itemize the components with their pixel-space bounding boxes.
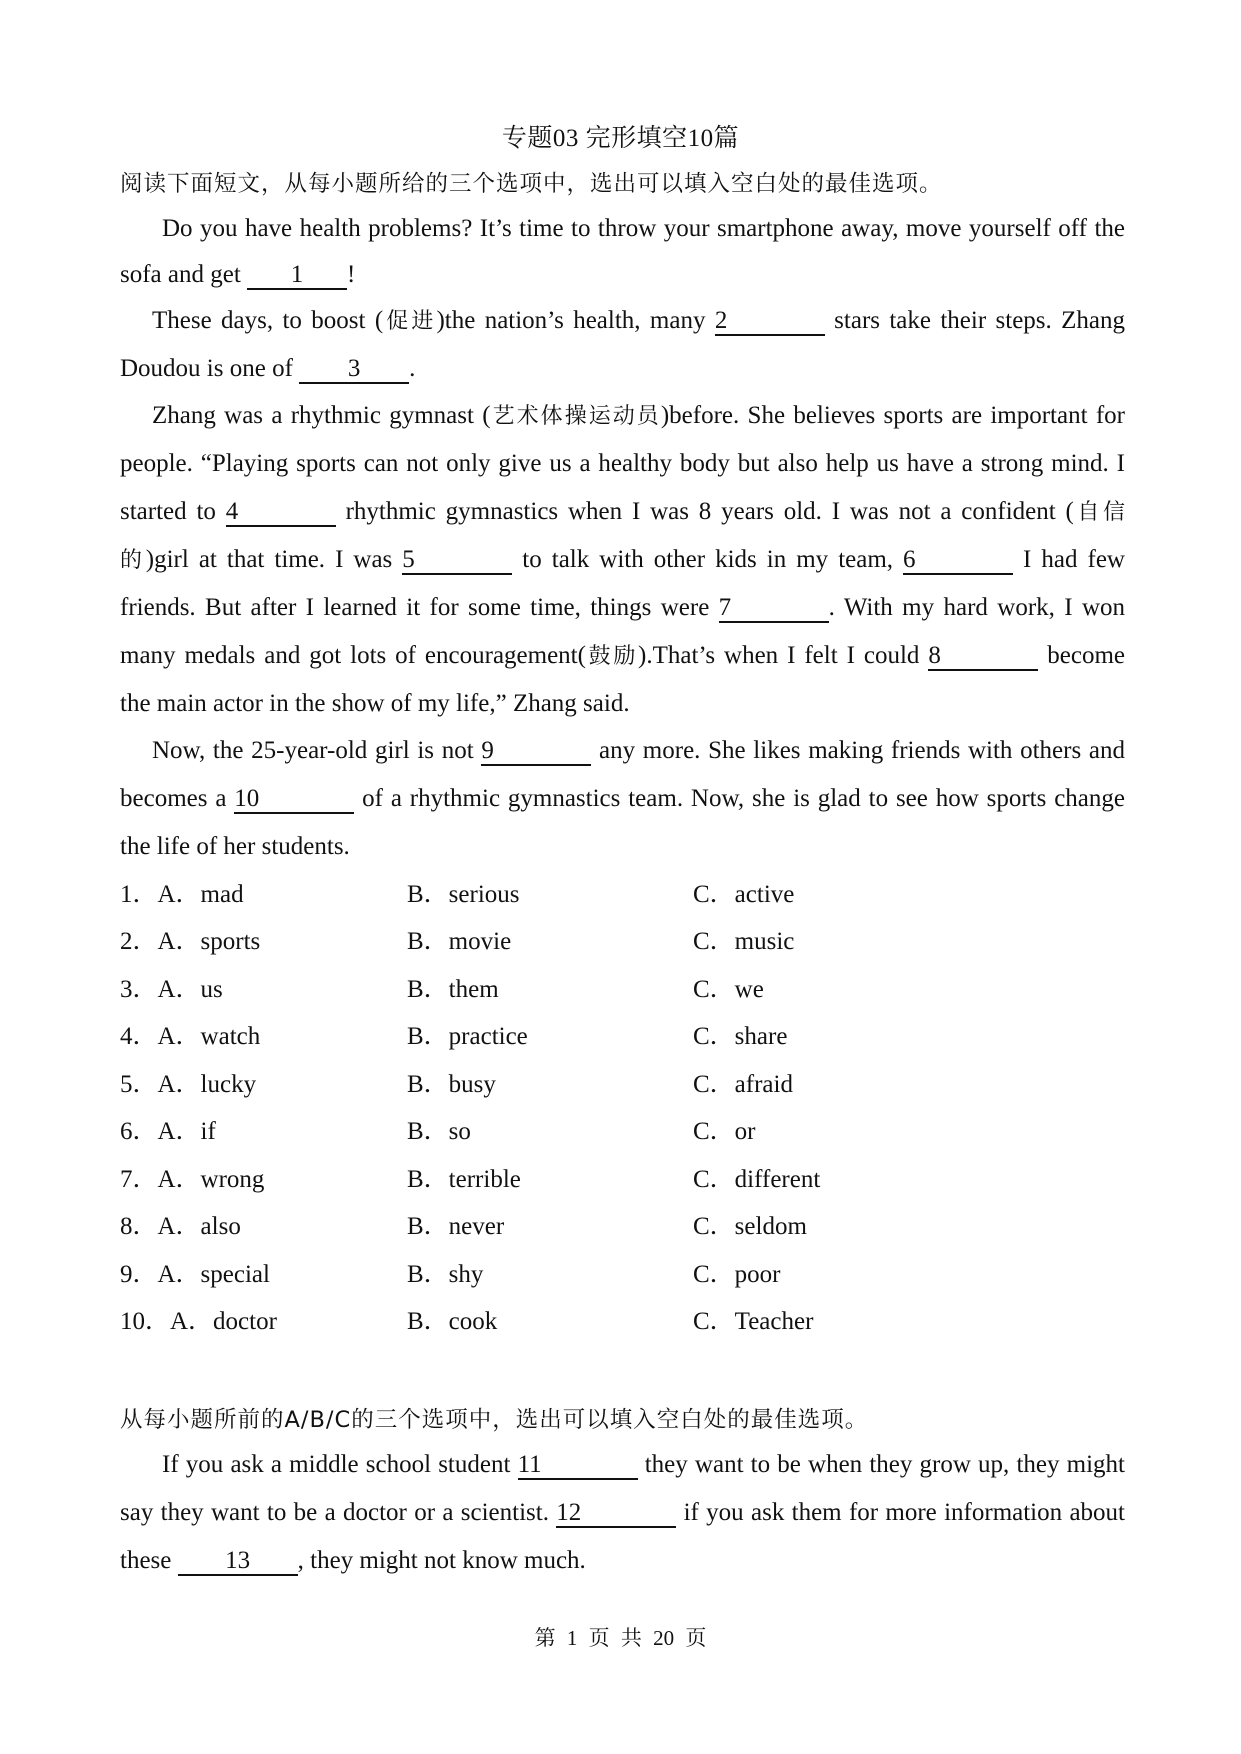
option-2-b: B．movie — [407, 928, 512, 955]
passage1-line-7: started to 4 rhythmic gymnastics when I was 8 years old. I was not a confident (自信 — [120, 498, 1125, 525]
option-6-b: B．so — [407, 1118, 471, 1145]
option-5-c: C．afraid — [693, 1071, 793, 1098]
option-10-b: B．cook — [407, 1308, 498, 1335]
passage1-line-2: sofa and get 1 ! — [120, 261, 356, 288]
option-10-c: C．Teacher — [693, 1308, 814, 1335]
option-3-c: C．we — [693, 976, 764, 1003]
passage1-line-1: Do you have health problems? It’s time to throw your smartphone away, move yourself off the — [162, 215, 1125, 242]
option-7-c: C．different — [693, 1166, 821, 1193]
blank-9: 9 — [481, 738, 591, 766]
passage1-line-10: many medals and got lots of encouragement(鼓励).That’s when I felt I could 8 become — [120, 642, 1125, 669]
option-1-a: 1．A．mad — [120, 881, 244, 908]
option-6-a: 6．A．if — [120, 1118, 216, 1145]
option-9-b: B．shy — [407, 1261, 484, 1288]
option-3-b: B．them — [407, 976, 499, 1003]
page-footer: 第 1 页 共 20 页 — [534, 1626, 707, 1650]
blank-13: 13 — [178, 1548, 298, 1576]
option-5-b: B．busy — [407, 1071, 496, 1098]
option-4-c: C．share — [693, 1023, 788, 1050]
option-8-b: B．never — [407, 1213, 505, 1240]
option-4-a: 4．A．watch — [120, 1023, 261, 1050]
blank-4: 4 — [226, 499, 336, 527]
passage2-line-3: these 13 , they might not know much. — [120, 1547, 586, 1574]
passage1-line-3: These days, to boost (促进)the nation’s health, many 2 stars take their steps. Zhang — [152, 307, 1125, 334]
passage1-line-5: Zhang was a rhythmic gymnast (艺术体操运动员)before. She believes sports are important for — [152, 402, 1125, 429]
passage1-line-9: friends. But after I learned it for some time, things were 7 . With my hard work, I won — [120, 594, 1125, 621]
option-7-b: B．terrible — [407, 1166, 521, 1193]
option-10-a: 10．A．doctor — [120, 1308, 277, 1335]
option-4-b: B．practice — [407, 1023, 528, 1050]
passage1-line-6: people. “Playing sports can not only give us a healthy body but also help us have a strong mind. I — [120, 450, 1125, 477]
passage1-line-4: Doudou is one of 3 . — [120, 355, 416, 382]
passage2-line-1: If you ask a middle school student 11 they want to be when they grow up, they might — [162, 1451, 1125, 1478]
blank-12: 12 — [556, 1500, 676, 1528]
blank-6: 6 — [903, 547, 1013, 575]
blank-11: 11 — [518, 1452, 638, 1480]
blank-8: 8 — [928, 643, 1038, 671]
blank-5: 5 — [402, 547, 512, 575]
option-8-a: 8．A．also — [120, 1213, 241, 1240]
option-5-a: 5．A．lucky — [120, 1071, 257, 1098]
option-9-a: 9．A．special — [120, 1261, 270, 1288]
blank-2: 2 — [715, 308, 825, 336]
blank-3: 3 — [299, 356, 409, 384]
option-7-a: 7．A．wrong — [120, 1166, 265, 1193]
passage1-line-8: 的)girl at that time. I was 5 to talk with other kids in my team, 6 I had few — [120, 546, 1125, 573]
option-6-c: C．or — [693, 1118, 756, 1145]
blank-7: 7 — [719, 595, 829, 623]
option-8-c: C．seldom — [693, 1213, 807, 1240]
option-2-c: C．music — [693, 928, 795, 955]
passage1-line-14: the life of her students. — [120, 833, 350, 860]
passage1-line-13: becomes a 10 of a rhythmic gymnastics team. Now, she is glad to see how sports change — [120, 785, 1126, 812]
blank-10: 10 — [234, 786, 354, 814]
instruction-2: 从每小题所前的A/B/C的三个选项中，选出可以填入空白处的最佳选项。 — [120, 1407, 869, 1433]
passage1-line-11: the main actor in the show of my life,” Zhang said. — [120, 690, 630, 717]
option-1-c: C．active — [693, 881, 795, 908]
option-1-b: B．serious — [407, 881, 520, 908]
blank-1: 1 — [247, 262, 347, 290]
option-9-c: C．poor — [693, 1261, 781, 1288]
passage2-line-2: say they want to be a doctor or a scientist. 12 if you ask them for more information about — [120, 1499, 1125, 1526]
instruction-1: 阅读下面短文，从每小题所给的三个选项中，选出可以填入空白处的最佳选项。 — [120, 171, 943, 197]
passage1-line-12: Now, the 25-year-old girl is not 9 any more. She likes making friends with others and — [152, 737, 1125, 764]
option-2-a: 2．A．sports — [120, 928, 261, 955]
page-title: 专题03 完形填空10篇 — [501, 125, 740, 152]
option-3-a: 3．A．us — [120, 976, 223, 1003]
